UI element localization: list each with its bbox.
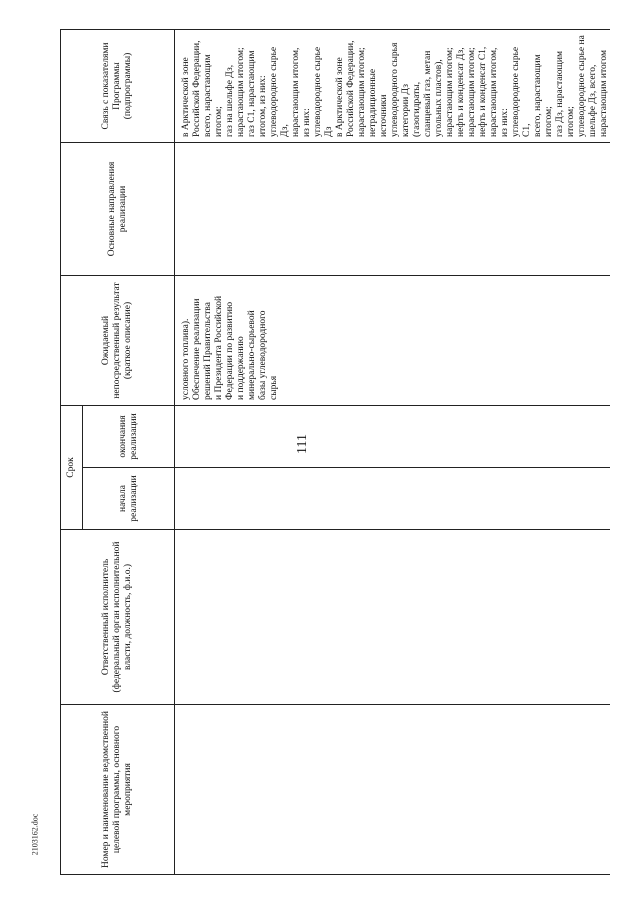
expected-result-text: условного топлива). Обеспечение реализации решений Правительства и Президента Российской Федерации по развитию и поддержанию минерально-сырьевой базы углеводородного сырья (181, 295, 279, 400)
indicators-text: в Арктической зоне Российской Федерации, всего, нарастающим итогом; газ на шельфе Дз, нарастающим итогом; газ С1, нарастающим итогом, из них: углеводородное сырье Дз, нарастающим итогом, из них: углеводородное сырье Дз в Арктической зоне Российской Федерации, нарастающим итогом; нетрадиционные источники углеводородного сырья категории Дз (газогидраты, сланцевый газ, метан угольных пластов), нарастающим итогом; нефть и конденсат Дз, нарастающим итогом; нефть и конденсат С1, нарастающим итогом, из них: углеводородное сырье С1, всего, нарастающим итогом; газ Дз, нарастающим итогом; углеводородное сырье на шельфе Дз, всего, нарастающим итогом (181, 35, 609, 137)
cell-indicators-link (175, 29, 611, 142)
header-expected-result: Ожидаемый непосредственный результат (краткое описание) (61, 275, 175, 405)
program-table (60, 29, 610, 875)
header-term-start: начала реализации (83, 468, 175, 530)
cell-term-end (175, 405, 611, 467)
cell-responsible (175, 530, 611, 705)
header-term: Срок (61, 405, 83, 529)
header-indicators-link: Связь с показателями Программы (подпрограммы) (61, 29, 175, 142)
page-number: 111 (295, 434, 310, 454)
header-program-number: Номер и наименование ведомственной целевой программы, основного мероприятия (61, 705, 175, 875)
cell-term-start (175, 468, 611, 530)
header-responsible: Ответственный исполнитель (федеральный орган исполнительной власти, должность, ф.и.о.) (61, 530, 175, 705)
cell-main-directions (175, 142, 611, 275)
footer-doc-code: 2103162.doc (30, 813, 40, 856)
header-term-end: окончания реализации (83, 405, 175, 467)
cell-program-number (175, 705, 611, 875)
header-main-directions: Основные направления реализации (61, 142, 175, 275)
table-row (175, 29, 611, 874)
rotated-table-frame (60, 30, 609, 875)
cell-expected-result (175, 275, 611, 405)
